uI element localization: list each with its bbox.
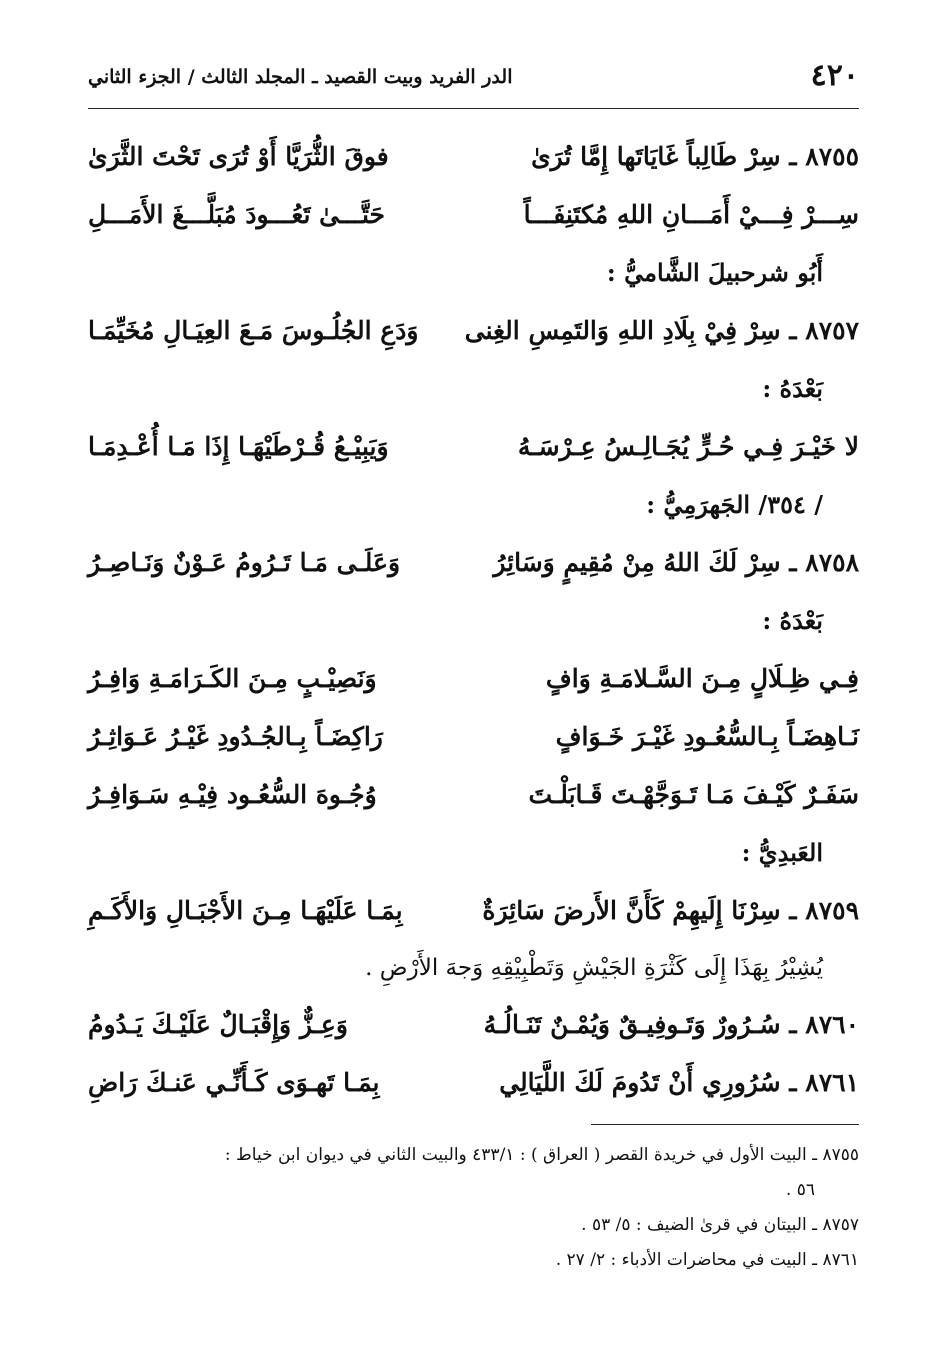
footnote-rule	[591, 1124, 859, 1125]
verse-first-hemistich: ٨٧٥٥ ـ سِرْ طَالِباً غَايَاتَها إِمَّا تُرَىٰ	[531, 142, 859, 171]
poet-attribution: / ٣٥٤/ الجَهرَمِيُّ :	[646, 490, 823, 519]
verse-8755	[88, 128, 859, 186]
verse-second-hemistich: بِمَـا تَهـوَى كَـأَنِّـي عَنـكَ رَاضِ	[88, 1068, 380, 1097]
poet-attribution: أَبُو شرحبيلَ الشَّاميُّ :	[606, 258, 823, 287]
verse-second-hemistich: رَاكِضَـاً بِـالجُـدُودِ غَيْـرُ عَـوَاثِـرُ	[88, 722, 383, 751]
page-number: ٤٢٠	[810, 58, 859, 93]
footnotes	[88, 1138, 859, 1278]
badahu-label: بَعْدَهُ :	[762, 606, 823, 635]
verse-second-hemistich: وَعِـزٌّ وَإِقْبَـالٌ عَلَيْـكَ يَـدُومُ	[88, 1010, 348, 1039]
verse-8761	[88, 1054, 859, 1112]
verse-first-hemistich: ٨٧٦٠ ـ سُـرُورٌ وَتَـوفِيـقٌ وَيُمْـنٌ تَنَـالُـهُ	[483, 1010, 859, 1039]
verse-first-hemistich: سَفَـرٌ كَيْـفَ مَـا تَـوَجَّهْـتَ قَـابَلْـتَ	[528, 780, 859, 809]
verse-8760	[88, 996, 859, 1054]
verse-first-hemistich: سِـــرْ فِـــيْ أَمَـــانِ اللهِ مُكتَنِفَـــاً	[523, 200, 859, 229]
badahu-label: بَعْدَهُ :	[762, 374, 823, 403]
verse-8755-b	[88, 186, 859, 244]
verse-second-hemistich: وُجُـوهَ السُّعُـود فِيْـهِ سَـوَافِـرُ	[88, 780, 377, 809]
verse-first-hemistich: لا خَيْـرَ فِـي حُـرٍّ يُجَـالِـسُ عِـرْسَـهُ	[517, 432, 859, 461]
verse-8758-c	[88, 766, 859, 824]
verse-second-hemistich: حَتَّـــىٰ تَعُـــودَ مُبَلَّـــغَ الأَمَـــلِ	[88, 200, 385, 229]
verse-second-hemistich: فوقَ الثُّرَيَّا أَوْ تُرَى تَحْتَ الثَّرَىٰ	[88, 142, 389, 171]
commentary: يُشِيْرُ بِهَذَا إِلَى كَثْرَةِ الجَيْشِ وَتَطْبِيْقِهِ وَجهَ الأَرْضِ .	[365, 955, 823, 981]
main-text	[88, 128, 859, 1112]
verse-second-hemistich: وَنَصِيْـبٍ مِـنَ الكَـرَامَـةِ وَافِـرُ	[88, 664, 377, 693]
header-rule	[88, 108, 859, 109]
verse-8757	[88, 302, 859, 360]
running-title: الدر الفريد وبيت القصيد ـ المجلد الثالث / الجزء الثاني	[88, 66, 513, 88]
verse-first-hemistich: ٨٧٦١ ـ سُرُورِي أَنْ تَدُومَ لَكَ اللَّيَالِي	[499, 1068, 859, 1097]
verse-first-hemistich: ٨٧٥٨ ـ سِرْ لَكَ اللهُ مِنْ مُقِيمٍ وَسَائِرُ	[493, 548, 859, 577]
verse-second-hemistich: وَعَلَـى مَـا تَـرُومُ عَـوْنٌ وَنَـاصِـرُ	[88, 548, 401, 577]
verse-second-hemistich: وَدَعِ الجُلُـوسَ مَـعَ العِيَـالِ مُخَيِّمَـا	[88, 316, 419, 345]
running-header	[88, 58, 859, 98]
footnote-8761: ٨٧٦١ ـ البيت في محاضرات الأدباء : ٢/ ٢٧ .	[555, 1250, 859, 1270]
poet-attribution: العَبدِيُّ :	[741, 838, 823, 867]
verse-second-hemistich: وَيَبِيْـعُ قُـرْطَيْهَـا إِذَا مَـا أُعْـدِمَـا	[88, 432, 389, 461]
verse-first-hemistich: ٨٧٥٧ ـ سِرْ فِيْ بِلَادِ اللهِ وَالتَمِسِ الغِنى	[464, 316, 859, 345]
verse-8758	[88, 534, 859, 592]
verse-first-hemistich: ٨٧٥٩ ـ سِرْنَا إِلَيهِمْ كَأَنَّ الأَرضَ سَائِرَةٌ	[482, 896, 859, 925]
verse-second-hemistich: بِمَـا عَلَيْهَـا مِـنَ الأَجْبَـالِ وَالأَكَـمِ	[88, 896, 403, 925]
verse-first-hemistich: فِـي ظِـلَالٍ مِـنَ السَّـلامَـةِ وَافٍ	[545, 664, 859, 693]
verse-first-hemistich: نَـاهِضَـاً بِـالسُّعُـودِ غَيْـرَ خَـوَافٍ	[555, 722, 859, 751]
footnote-8755-continuation: ٥٦ .	[785, 1180, 815, 1200]
footnote-8757: ٨٧٥٧ ـ البيتان في قرىٰ الضيف : ٥/ ٥٣ .	[581, 1215, 859, 1235]
footnote-8755: ٨٧٥٥ ـ البيت الأول في خريدة القصر ( العراق ) : ٤٣٣/١ والبيت الثاني في ديوان ابن خياط :	[224, 1145, 859, 1165]
verse-8758-b	[88, 708, 859, 766]
verse-8758-a	[88, 650, 859, 708]
verse-8759	[88, 882, 859, 940]
verse-8757-after	[88, 418, 859, 476]
